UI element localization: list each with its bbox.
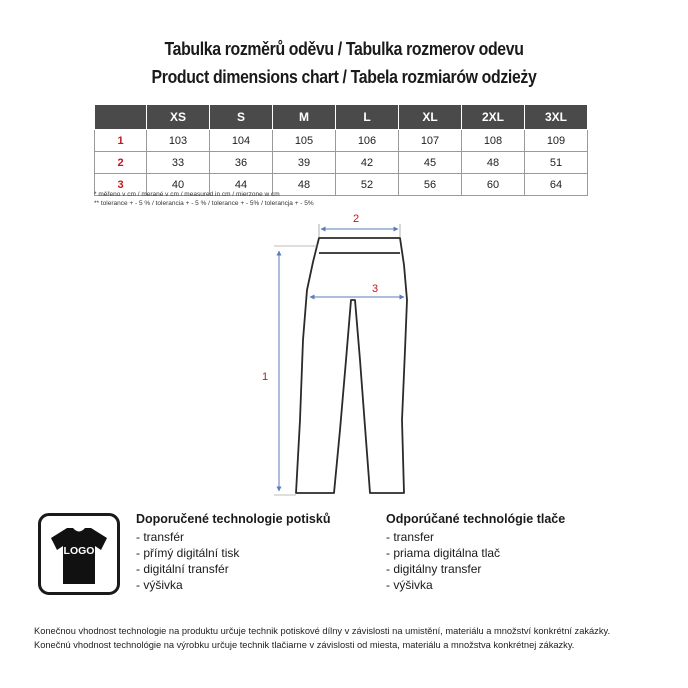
table-cell: 48 <box>462 152 525 174</box>
print-technologies-cz <box>136 511 330 593</box>
pants-outline <box>296 238 407 493</box>
footer-note-sk: Konečnú vhodnost technológie na výrobku určuje technik tlačiarne v závislosti od miesta, materiálu a množstva konkrétnej zákazky. <box>34 640 575 650</box>
table-cell: 108 <box>462 130 525 152</box>
tech-heading-sk: Odporúčané technológie tlače <box>386 512 566 526</box>
table-cell: 45 <box>399 152 462 174</box>
table-cell: 39 <box>273 152 336 174</box>
list-item: - transfér <box>136 530 185 544</box>
size-column-l: L <box>336 105 399 130</box>
table-cell: 40 <box>147 174 210 196</box>
length-label: 1 <box>262 371 269 383</box>
print-technologies-sk <box>386 511 565 593</box>
row-label: 1 <box>95 130 147 152</box>
table-cell: 36 <box>210 152 273 174</box>
table-cell: 56 <box>399 174 462 196</box>
waist-label: 2 <box>353 213 360 225</box>
size-column-xs: XS <box>147 105 210 130</box>
table-cell: 104 <box>210 130 273 152</box>
table-cell: 42 <box>336 152 399 174</box>
list-item: - priama digitálna tlač <box>386 546 501 560</box>
table-cell: 107 <box>399 130 462 152</box>
table-cell: 105 <box>273 130 336 152</box>
size-column-s: S <box>210 105 273 130</box>
table-cell: 106 <box>336 130 399 152</box>
footer-note-cz: Konečnou vhodnost technologie na produktu určuje technik potiskové dílny v závislosti na umistění, materiálu a množství konkrétní zakázky. <box>34 626 611 636</box>
table-cell: 48 <box>273 174 336 196</box>
tolerance-note: ** tolerance + - 5 % / tolerancia + - 5 % / tolerance + - 5% / tolerancja + - 5% <box>94 200 314 207</box>
table-cell: 103 <box>147 130 210 152</box>
table-cell: 52 <box>336 174 399 196</box>
chart-title-line-1: Tabulka rozměrů oděvu / Tabulka rozmerov odevu <box>164 39 524 59</box>
size-column-3xl: 3XL <box>525 105 588 130</box>
table-cell: 33 <box>147 152 210 174</box>
logo-text: LOGO <box>63 545 95 557</box>
table-cell: 64 <box>525 174 588 196</box>
table-cell: 109 <box>525 130 588 152</box>
table-cell: 51 <box>525 152 588 174</box>
waist-dimension <box>319 224 400 237</box>
list-item: - výšivka <box>136 578 183 592</box>
tech-heading-cz: Doporučené technologie potisků <box>136 512 331 526</box>
hip-label: 3 <box>372 283 379 295</box>
measurement-note: * měřeno v cm / merané v cm / measured in cm / mierzone w cm <box>94 191 280 198</box>
length-dimension <box>274 246 318 495</box>
logo-print-icon <box>38 513 120 595</box>
list-item: - transfer <box>386 530 435 544</box>
list-item: - digitálny transfer <box>386 562 482 576</box>
row-label: 2 <box>95 152 147 174</box>
chart-title-line-2: Product dimensions chart / Tabela rozmiarów odzieży <box>151 67 537 87</box>
table-cell: 44 <box>210 174 273 196</box>
row-label: 3 <box>95 174 147 196</box>
size-column-xl: XL <box>399 105 462 130</box>
list-item: - přímý digitální tisk <box>136 546 240 560</box>
table-cell: 60 <box>462 174 525 196</box>
list-item: - digitální transfér <box>136 562 229 576</box>
list-item: - výšivka <box>386 578 433 592</box>
size-column-2xl: 2XL <box>462 105 525 130</box>
size-column-m: M <box>273 105 336 130</box>
